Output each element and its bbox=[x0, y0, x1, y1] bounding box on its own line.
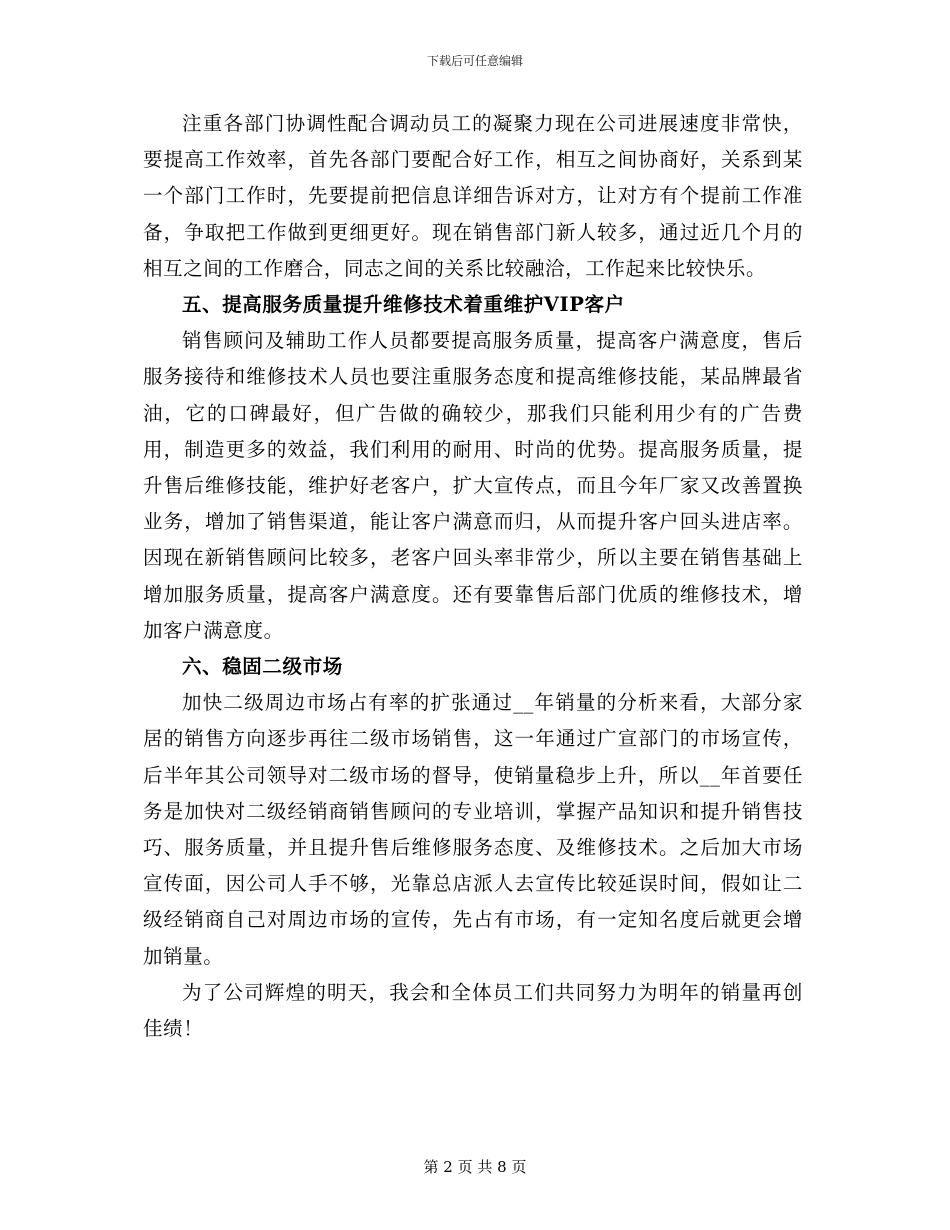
page-footer: 第 2 页 共 8 页 bbox=[423, 1158, 527, 1176]
paragraph-secondary-market: 加快二级周边市场占有率的扩张通过__年销量的分析来看，大部分家居的销售方向逐步再往二级市场销售，这一年通过广宣部门的市场宣传，后半年其公司领导对二级市场的督导，使销量稳步上升，所以__年首要任务是加快对二级经销商销售顾问的专业培训，掌握产品知识和提升销售技巧、服务质量，并且提升售后维修服务态度、及维修技术。之后加大市场宣传面，因公司人手不够，光靠总店派人去宣传比较延误时间，假如让二级经销商自己对周边市场的宣传，先占有市场，有一定知名度后就更会增加销量。 bbox=[143, 691, 803, 968]
page-header: 下载后可任意编辑 bbox=[426, 54, 523, 68]
section-heading-6: 六、稳固二级市场 bbox=[182, 655, 343, 679]
paragraph-coordination: 注重各部门协调性配合调动员工的凝聚力现在公司进展速度非常快，要提高工作效率，首先各部门要配合好工作，相互之间协商好，关系到某一个部门工作时，先要提前把信息详细告诉对方，让对方有个提前工作准备，争取把工作做到更细更好。现在销售部门新人较多，通过近几个月的相互之间的工作磨合，同志之间的关系比较融洽，工作起来比较快乐。 bbox=[143, 112, 803, 280]
paragraph-closing: 为了公司辉煌的明天，我会和全体员工们共同努力为明年的销量再创佳绩！ bbox=[143, 980, 803, 1041]
section-heading-5: 五、提高服务质量提升维修技术着重维护VIP客户 bbox=[182, 293, 625, 317]
paragraph-service-quality: 销售顾问及辅助工作人员都要提高服务质量，提高客户满意度，售后服务接待和维修技术人员也要注重服务态度和提高维修技能，某品牌最省油，它的口碑最好，但广告做的确较少，那我们只能利用少有的广告费用，制造更多的效益，我们利用的耐用、时尚的优势。提高服务质量，提升售后维修技能，维护好老客户，扩大宣传点，而且今年厂家又改善置换业务，增加了销售渠道，能让客户满意而归，从而提升客户回头进店率。因现在新销售顾问比较多，老客户回头率非常少，所以主要在销售基础上增加服务质量，提高客户满意度。还有要靠售后部门优质的维修技术，增加客户满意度。 bbox=[143, 329, 803, 642]
document-body bbox=[143, 106, 803, 1047]
